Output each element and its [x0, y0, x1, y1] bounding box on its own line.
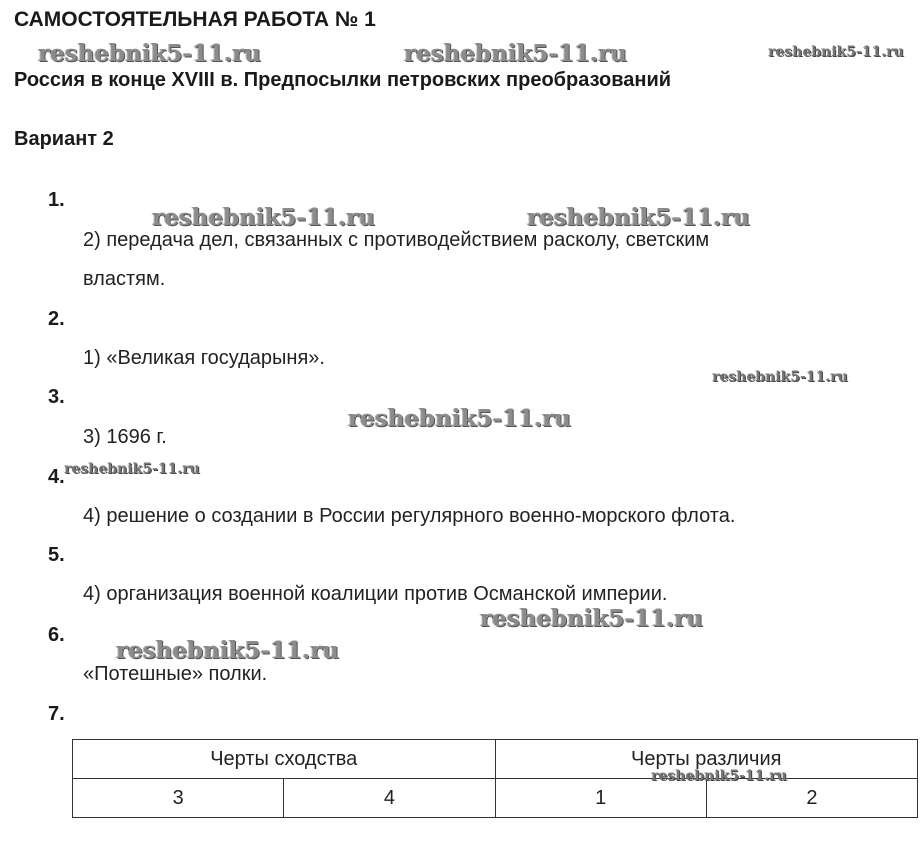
watermark: reshebnik5-11.ru — [348, 405, 571, 432]
watermark: reshebnik5-11.ru — [404, 40, 627, 67]
question-number: 4. — [48, 466, 65, 488]
answer-text: властям. — [83, 268, 166, 290]
answer-table — [72, 739, 918, 818]
page-title: САМОСТОЯТЕЛЬНАЯ РАБОТА № 1 — [14, 8, 376, 31]
table-cell: 3 — [73, 779, 284, 818]
table-cell: 1 — [495, 779, 706, 818]
question-number: 5. — [48, 544, 65, 566]
table-header-difference: Черты различия — [495, 740, 918, 779]
watermark: reshebnik5-11.ru — [768, 44, 904, 60]
watermark: reshebnik5-11.ru — [527, 204, 750, 231]
table-row — [73, 779, 918, 818]
watermark: reshebnik5-11.ru — [38, 40, 261, 67]
answer-text: 4) организация военной коалиции против Османской империи. — [83, 583, 668, 605]
question-number: 1. — [48, 189, 65, 211]
watermark: reshebnik5-11.ru — [116, 637, 339, 664]
answer-text: 4) решение о создании в России регулярного военно-морского флота. — [83, 505, 736, 527]
answer-text: «Потешные» полки. — [83, 663, 268, 685]
question-number: 3. — [48, 386, 65, 408]
table-row — [73, 740, 918, 779]
variant-label: Вариант 2 — [14, 128, 114, 150]
answer-text: 2) передача дел, связанных с противодействием расколу, светским — [83, 229, 710, 251]
table-header-similarity: Черты сходства — [73, 740, 496, 779]
watermark: reshebnik5-11.ru — [152, 204, 375, 231]
question-number: 6. — [48, 624, 65, 646]
table-cell: 2 — [706, 779, 917, 818]
table-cell: 4 — [284, 779, 495, 818]
question-number: 2. — [48, 308, 65, 330]
watermark: reshebnik5-11.ru — [712, 369, 848, 385]
watermark: reshebnik5-11.ru — [480, 605, 703, 632]
watermark: reshebnik5-11.ru — [64, 461, 200, 477]
topic-title: Россия в конце XVIII в. Предпосылки петровских преобразований — [14, 69, 672, 91]
answer-text: 3) 1696 г. — [83, 426, 167, 448]
question-number: 7. — [48, 703, 65, 725]
watermark: reshebnik5-11.ru — [651, 768, 787, 784]
answer-text: 1) «Великая государыня». — [83, 347, 325, 369]
